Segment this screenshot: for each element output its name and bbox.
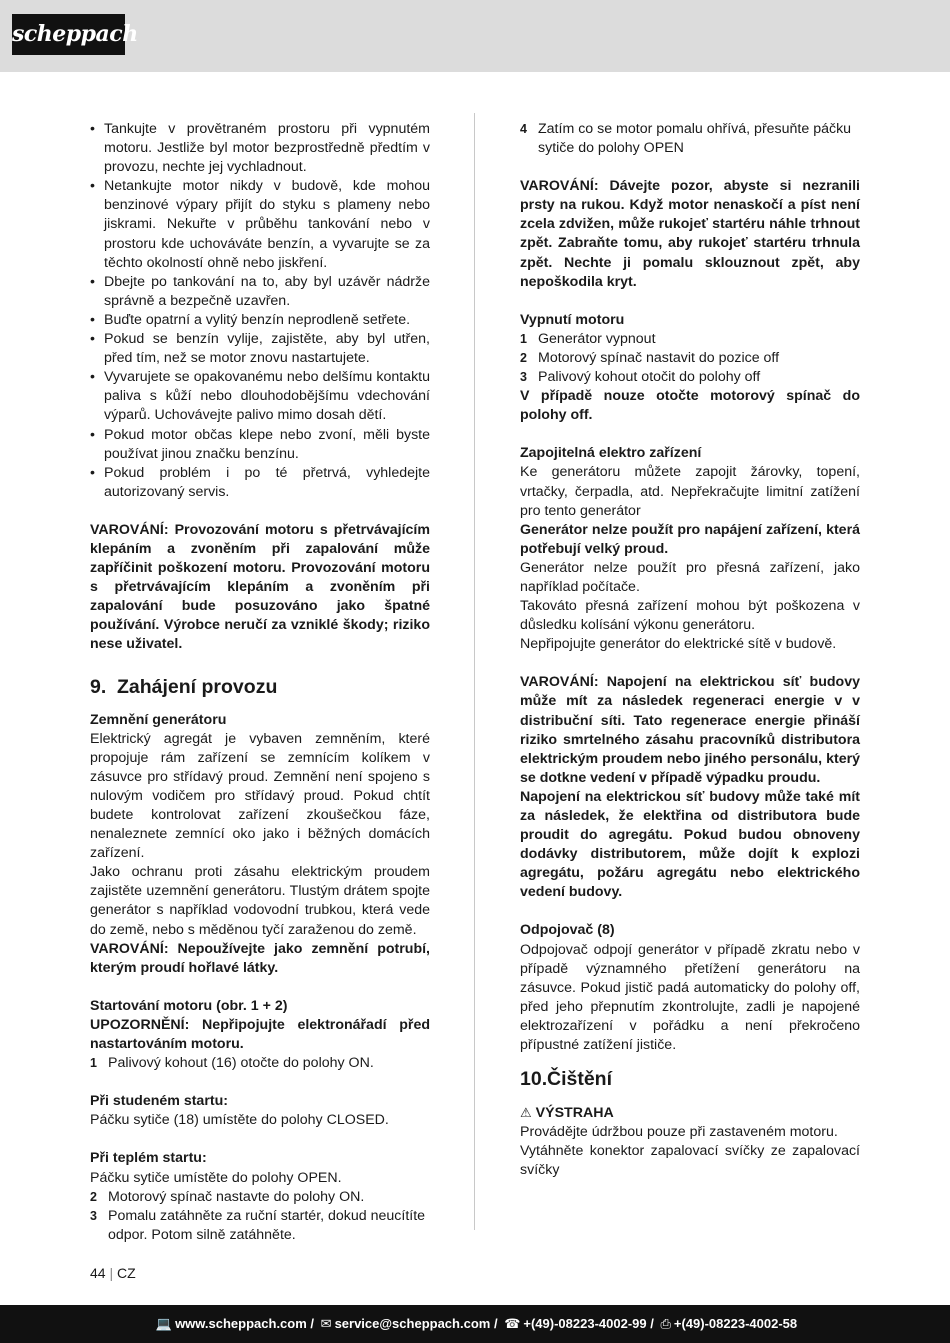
- mail-icon: ✉: [320, 1316, 332, 1331]
- caution-title: VÝSTRAHA: [535, 1105, 614, 1122]
- page-number-value: 44: [90, 1265, 106, 1281]
- subheading-grounding: Zemnění generátoru: [90, 711, 227, 728]
- page-number: [90, 1264, 136, 1283]
- step-number: 2: [520, 350, 527, 365]
- paragraph-grounding-2: Jako ochranu proti zásahu elektrickým proudem zajistěte uzemnění generátoru. Tlustým drátem spojte generátor s například vodovodní trubkou, která vede do země, nebo s měděnou tyčí zaraženou do země.: [90, 864, 430, 938]
- step-text: Motorový spínač nastavit do pozice off: [538, 349, 780, 366]
- subheading-start: Startování motoru (obr. 1 + 2): [90, 997, 288, 1014]
- column-divider: [474, 113, 475, 1230]
- separator: |: [109, 1265, 114, 1281]
- phone-icon: ☎: [504, 1316, 521, 1331]
- computer-icon: 💻: [155, 1316, 173, 1331]
- step-item: [90, 1054, 430, 1073]
- section-title: Zahájení provozu: [117, 675, 278, 698]
- step-item: [90, 1188, 430, 1207]
- paragraph-cleaning-1: Provádějte údržbou pouze při zastaveném motoru.: [520, 1124, 838, 1141]
- paragraph-cold-start: Páčku sytiče (18) umístěte do polohy CLOSED.: [90, 1112, 389, 1129]
- section-number: 10.: [520, 1068, 548, 1091]
- step-text: Generátor vypnout: [538, 330, 656, 347]
- step-number: 1: [90, 1056, 97, 1071]
- step-number: 1: [520, 331, 527, 346]
- step-text: Pomalu zatáhněte za ruční startér, dokud neucítíte odpor. Potom silně zatáhněte.: [108, 1207, 426, 1243]
- right-column: [520, 120, 860, 1181]
- fax-icon: ⎙: [660, 1316, 671, 1331]
- paragraph-devices-3: Takováto přesná zařízení mohou být poškozena v důsledku kolísání výkonu generátoru.: [520, 598, 860, 634]
- list-item: • Vyvarujete se opakovanému nebo delšímu kontaktu paliva s kůží nebo dlouhodobějšímu vdechování výparů. Uchovávejte palivo mimo dosah dětí.: [90, 368, 430, 425]
- email-link[interactable]: service@scheppach.com: [334, 1316, 491, 1331]
- contact-footer: 💻 www.scheppach.com / ✉ service@scheppach.com / ☎ +(49)-08223-4002-99 / ⎙ +(49)-08223-4002-58: [0, 1305, 950, 1343]
- list-item: • Pokud motor občas klepe nebo zvoní, měli byste používat jinou značku benzínu.: [90, 426, 430, 464]
- left-column: [90, 120, 430, 1245]
- list-item: • Pokud se benzín vylije, zajistěte, aby byl utřen, před tím, než se motor znovu nastartujete.: [90, 330, 430, 368]
- list-item: • Pokud problém i po té přetrvá, vyhledejte autorizovaný servis.: [90, 464, 430, 502]
- section-heading-10: [520, 1066, 860, 1092]
- paragraph-breaker: Odpojovač odpojí generátor v případě zkratu nebo v případě významného přetížení generátoru na zásuvce. Pokud jistič padá automaticky do polohy off, před jeho přepnutím zkontrolujte, zadli je napojené elektrozařízení v pořádku a není překročeno přípustné zatížení jističe.: [520, 941, 860, 1054]
- subheading-warm-start: Při teplém startu:: [90, 1150, 207, 1167]
- step-item: [520, 349, 860, 368]
- step-item: [90, 1207, 430, 1245]
- language-code: CZ: [117, 1265, 136, 1281]
- list-item: • Tankujte v provětraném prostoru při vypnutém motoru. Jestliže byl motor bezprostředně předtím v provozu, nechte jej vychladnout.: [90, 120, 430, 177]
- step-text: Motorový spínač nastavte do polohy ON.: [108, 1188, 365, 1205]
- subheading-breaker: Odpojovač (8): [520, 922, 615, 939]
- website-link[interactable]: www.scheppach.com: [175, 1316, 307, 1331]
- paragraph-warm-start: Páčku sytiče umístěte do polohy OPEN.: [90, 1169, 342, 1186]
- paragraph-cleaning-2: Vytáhněte konektor zapalovací svíčky ze zapalovací svíčky: [520, 1143, 860, 1179]
- warning-fingers: VAROVÁNÍ: Dávejte pozor, abyste si nezranili prsty na rukou. Když motor nenaskočí a píst není zcela zdvižen, může rukojeť startéru náhle trhnout zpět. Zabraňte tomu, aby rukojeť startéru trhnula zpět. Nechte ji pomalu sklouznout zpět, aby nepoškodila kryt.: [520, 178, 860, 290]
- paragraph-devices-1: Ke generátoru můžete zapojit žárovky, topení, vrtačky, čerpadla, atd. Nepřekračujte limitní zatížení pro tento generátor: [520, 464, 860, 519]
- step-item: [520, 368, 860, 387]
- warning-grounding: VAROVÁNÍ: Nepoužívejte jako zemnění potrubí, kterým proudí hořlavé látky.: [90, 940, 430, 976]
- paragraph-devices-4: Nepřipojujte generátor do elektrické sítě v budově.: [520, 636, 837, 653]
- subheading-cold-start: Při studeném startu:: [90, 1093, 228, 1110]
- section-number: 9.: [90, 675, 107, 698]
- notice-start: UPOZORNĚNÍ: Nepřipojujte elektronářadí před nastartováním motoru.: [90, 1016, 430, 1053]
- section-title: Čištění: [547, 1068, 613, 1091]
- paragraph-devices-2: Generátor nelze použít pro přesná zařízení, jako například počítače.: [520, 559, 860, 595]
- phone-number: +(49)-08223-4002-99: [523, 1316, 647, 1331]
- step-item: [520, 330, 860, 349]
- step-number: 3: [520, 370, 527, 385]
- paragraph-grounding-1: Elektrický agregát je vybaven zemněním, které propojuje rám zařízení se zemnícím kolíkem v zásuvce pro střídavý proud. Zemnění není spojeno s nulovým vodičem pro střídavý proud. Pokud chtít budete kontrolovat zařízení zkoušečkou fáze, nenaleznete zemnící oko jako i běžných domácích zařízení.: [90, 730, 430, 862]
- subheading-stop: Vypnutí motoru: [520, 311, 625, 328]
- page-header: [0, 0, 950, 72]
- step-number: 3: [90, 1208, 97, 1223]
- subheading-devices: Zapojitelná elektro zařízení: [520, 445, 702, 462]
- list-item: • Netankujte motor nikdy v budově, kde mohou benzinové výpary přijít do styku s plameny nebo jiskrami. Nekuřte v průběhu tankování nebo v prostoru kde uchováváte benzín, a vyvarujte se za těchto okolností ohně nebo jiskření.: [90, 177, 430, 272]
- step-number: 2: [90, 1189, 97, 1204]
- warning-grid-2: Napojení na elektrickou síť budovy může také mít za následek, že elektřina od distributora bude proudit do agregátu. Pokud budou obnoveny dodávky distributorem, může dojít k explozi agregátu, požáru agregátu nebo elektrického vedení budovy.: [520, 788, 860, 901]
- step-number: 4: [520, 122, 527, 136]
- section-heading-9: [90, 674, 430, 700]
- warning-grid: VAROVÁNÍ: Napojení na elektrickou síť budovy může mít za následek regeneraci energie v v distribuční síti. Tato regenerace energie přináší riziko smrtelného zásahu pracovníků distributora elektrickým proudem nebo jiného personálu, který se dotkne vedení v případě výpadku proudu.: [520, 674, 860, 786]
- list-item: • Dbejte po tankování na to, aby byl uzávěr nádrže správně a bezpečně uzavřen.: [90, 273, 430, 311]
- safety-bullet-list: [90, 120, 430, 502]
- step-item: [520, 120, 860, 158]
- warning-triangle-icon: ⚠: [520, 1105, 532, 1121]
- fax-number: +(49)-08223-4002-58: [673, 1316, 798, 1331]
- list-item: • Buďte opatrní a vylitý benzín neprodleně setřete.: [90, 311, 430, 330]
- step-text: Palivový kohout (16) otočte do polohy ON.: [108, 1055, 374, 1072]
- step-text: Palivový kohout otočit do polohy off: [538, 369, 761, 386]
- emergency-note: V případě nouze otočte motorový spínač do polohy off.: [520, 388, 860, 424]
- brand-logo: scheppach: [12, 14, 125, 55]
- paragraph-devices-bold: Generátor nelze použít pro napájení zařízení, která potřebují velký proud.: [520, 521, 860, 557]
- caution-heading: [520, 1103, 860, 1123]
- step-text: Zatím co se motor pomalu ohřívá, přesuňte páčku sytiče do polohy OPEN: [538, 121, 852, 157]
- warning-knocking: VAROVÁNÍ: Provozování motoru s přetrvávajícím klepáním a zvoněním při zapalování může zapříčinit poškození motoru. Provozování motoru s přetrvávajícím klepáním a zvoněním při zapalování bude posuzováno jako špatné používání. Výrobce neručí za vzniklé škody; riziko nese uživatel.: [90, 521, 430, 653]
